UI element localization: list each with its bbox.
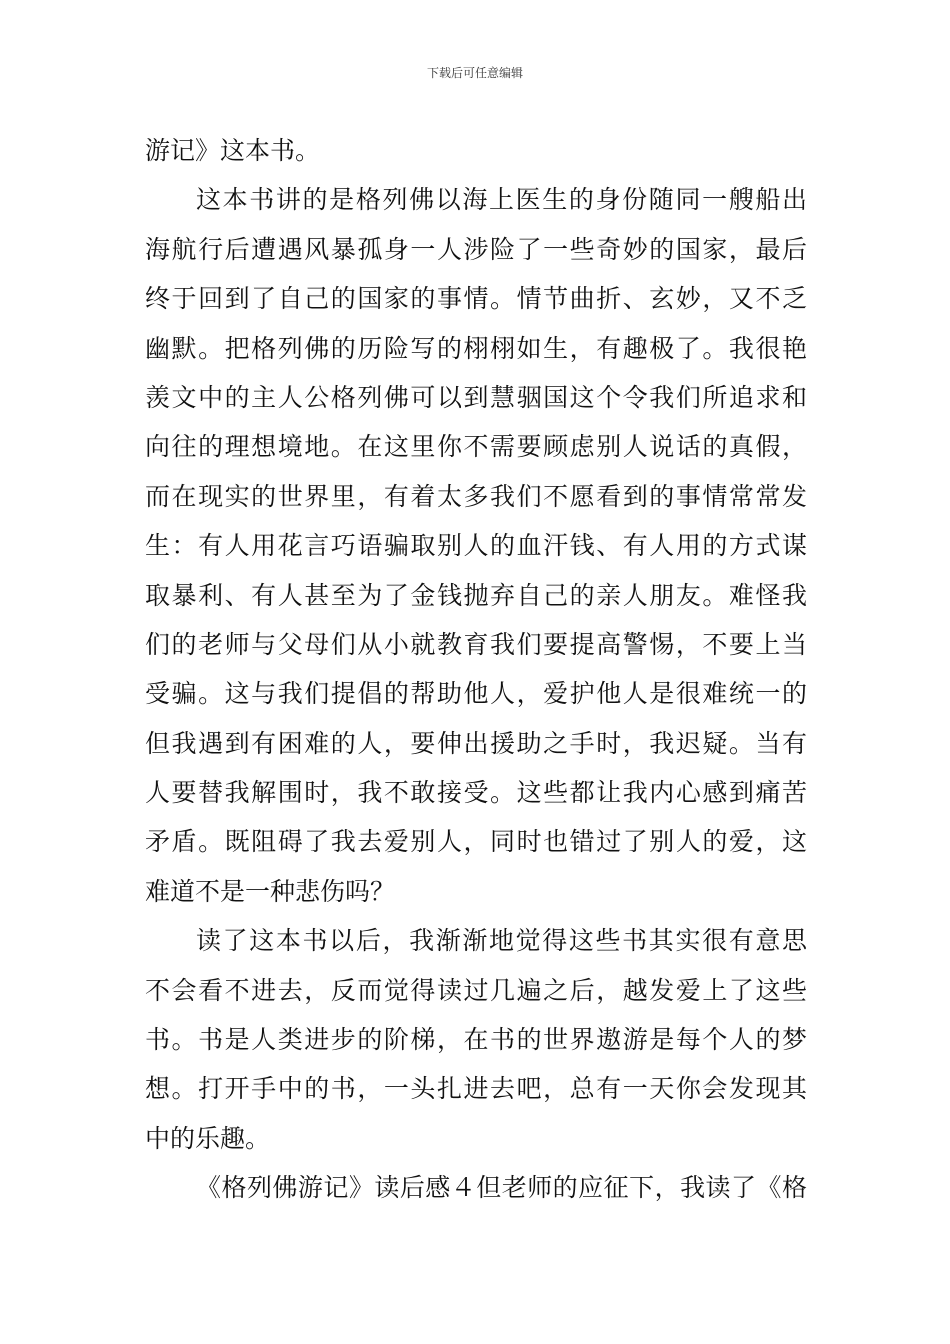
text-line: 矛盾。既阻碍了我去爱别人，同时也错过了别人的爱，这 [145, 827, 807, 857]
text-line: 想。打开手中的书，一头扎进去吧，总有一天你会发现其 [145, 1074, 807, 1104]
text-line: 但我遇到有困难的人，要伸出援助之手时，我迟疑。当有 [145, 728, 807, 758]
text-line: 幽默。把格列佛的历险写的栩栩如生，有趣极了。我很艳 [145, 333, 807, 363]
text-line: 人要替我解围时，我不敢接受。这些都让我内心感到痛苦 [145, 778, 807, 808]
text-line: 生：有人用花言巧语骗取别人的血汗钱、有人用的方式谋 [145, 531, 807, 561]
text-line: 游记》这本书。 [145, 136, 321, 165]
text-line: 取暴利、有人甚至为了金钱抛弃自己的亲人朋友。难怪我 [145, 580, 807, 610]
page-header-note: 下载后可任意编辑 [426, 66, 523, 80]
text-line: 难道不是一种悲伤吗？ [145, 876, 396, 906]
text-line: 羡文中的主人公格列佛可以到慧骃国这个令我们所追求和 [145, 382, 807, 412]
text-line: 们的老师与父母们从小就教育我们要提高警惕，不要上当 [145, 629, 807, 659]
body-text [145, 126, 807, 1213]
text-line: 《格列佛游记》读后感４但老师的应征下，我读了《格 [196, 1173, 807, 1203]
text-line: 这本书讲的是格列佛以海上医生的身份随同一艘船出 [196, 185, 807, 215]
text-line: 而在现实的世界里，有着太多我们不愿看到的事情常常发 [145, 481, 807, 511]
text-line: 读了这本书以后，我渐渐地觉得这些书其实很有意思 [196, 926, 807, 956]
text-line: 中的乐趣。 [145, 1123, 271, 1153]
text-line: 向往的理想境地。在这里你不需要顾虑别人说话的真假， [145, 432, 807, 462]
text-line: 书。书是人类进步的阶梯，在书的世界遨游是每个人的梦 [145, 1025, 807, 1055]
text-line: 不会看不进去，反而觉得读过几遍之后，越发爱上了这些 [145, 975, 807, 1005]
text-line: 海航行后遭遇风暴孤身一人涉险了一些奇妙的国家，最后 [145, 234, 807, 264]
text-line: 终于回到了自己的国家的事情。情节曲折、玄妙，又不乏 [145, 284, 807, 314]
text-line: 受骗。这与我们提倡的帮助他人，爱护他人是很难统一的 [145, 679, 807, 709]
